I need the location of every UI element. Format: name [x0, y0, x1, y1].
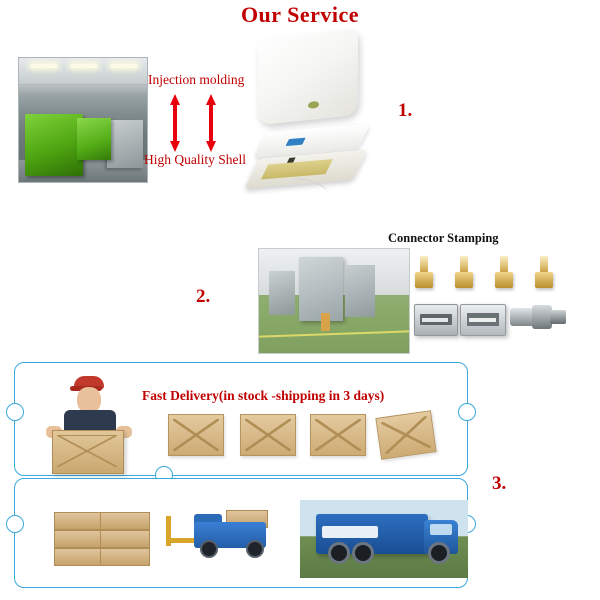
pcb-board [261, 159, 333, 179]
stacked-carton-pallets [54, 512, 150, 570]
carton-box [168, 414, 224, 456]
double-vertical-arrow-icon [168, 94, 230, 152]
press-machine [299, 257, 343, 321]
carton-box [52, 430, 124, 474]
label-high-quality-shell: High Quality Shell [144, 152, 246, 167]
ceiling-lamp-icon [111, 64, 137, 68]
delivery-man-with-carton [44, 376, 140, 472]
carton-box [240, 414, 296, 456]
ticket-notch [6, 403, 24, 421]
press-machine [345, 265, 375, 317]
ceiling-lamp-icon [71, 64, 97, 68]
carton-box [375, 410, 436, 459]
machine-cabinet [107, 120, 143, 168]
blue-freight-lorry [300, 500, 468, 578]
pcb-chip [286, 138, 306, 146]
gold-connector-pin [532, 254, 556, 288]
metal-barrel-connector [510, 303, 566, 331]
page-title: Our Service [240, 2, 360, 27]
press-machine [269, 271, 295, 315]
label-connector-stamping: Connector Stamping [388, 231, 499, 245]
sensor-led-icon [308, 101, 319, 109]
gold-connector-pin [412, 254, 436, 288]
forklift-loading-truck [160, 516, 280, 568]
usb-connector-housing [414, 304, 458, 336]
ceiling-lamp-icon [31, 64, 57, 68]
stamping-press-workshop-photo [258, 248, 410, 354]
step-number-3: 3. [492, 473, 507, 494]
green-injection-machine [25, 114, 83, 176]
ticket-notch [458, 403, 476, 421]
green-injection-machine [77, 118, 111, 160]
label-fast-delivery: Fast Delivery(in stock -shipping in 3 days) [142, 388, 385, 403]
gold-connector-pin [492, 254, 516, 288]
vertical-arrow-icon [206, 94, 216, 152]
step-number-1: 1. [398, 100, 413, 121]
worker-figure [321, 313, 330, 331]
ticket-notch [6, 515, 24, 533]
vertical-arrow-icon [170, 94, 180, 152]
floor-marking-line [259, 330, 409, 337]
label-injection-molding: Injection molding [148, 72, 245, 87]
usb-connector-housing [460, 304, 506, 336]
white-plastic-shell-closed [258, 29, 358, 126]
step-number-2: 2. [196, 286, 211, 307]
injection-molding-factory-photo [18, 57, 148, 183]
carton-box [310, 414, 366, 456]
factory-ceiling [19, 58, 147, 85]
gold-connector-pin [452, 254, 476, 288]
white-plastic-shell-open-with-pcb [252, 128, 364, 190]
